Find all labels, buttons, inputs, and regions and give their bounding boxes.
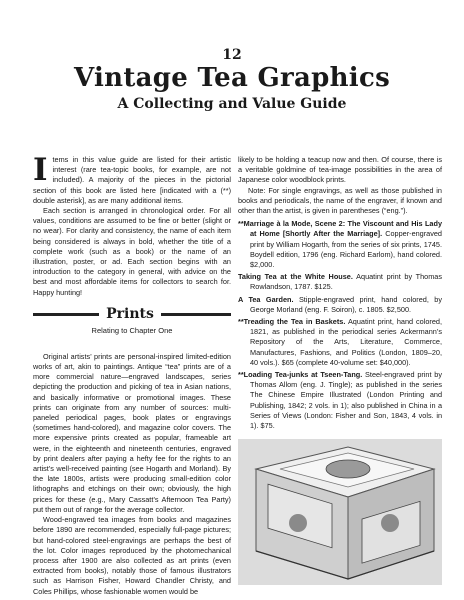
japanese-prints-paragraph: likely to be holding a teacup now and then. Of course, there is a veritable goldmine of tea-image possibilities in the area of Japanese color woodblock prints. [238,155,442,185]
entry-text: Steel-engraved print by Thomas Allom (eng. J. Tingle); as published in the series The Chinese Empire Illustrated (London Printing and Publishing, 1842; 2 vols. in 1); also published in China in a Series of Views (London: Fisher and Son, 1843, 4 vols. in 1). $75. [250,370,442,431]
list-item [238,219,442,270]
entry-title: A Tea Garden. [238,294,294,304]
entry-title: **Treading the Tea in Baskets. [238,317,346,327]
list-item [238,272,442,292]
entry-title: **Loading Tea-junks at Tseen-Tang. [238,370,363,380]
entry-text: Copper-engraved print by William Hogarth, from the series of six prints, 1745. Boydell edition, 1796 (eng. Richard Earlom), hand colored. $2,000. [250,229,442,270]
prints-paragraph: Original artists’ prints are personal-inspired limited-edition works of art, akin to paintings. Antique “tea” prints are of a more commercial nature—engraved landscapes, series depicting the production and picking of tea in Asian nations, and basically informative or promotional images. These prints can originate from any number of sources: multi-paneled periodical pages, book plates or engravings (sometimes hand-colored), and magazine color covers. The more expensive prints created as popular, frameable art were, in the eighteenth and nineteenth centuries, engraved by print dealers after paying a hefty fee for the rights to an artist’s well-received painting (see Hogarth and Morland). By the late 1800s, artists were producing small-edition color lithographs and etchings on their own; obviously, the high prices for these (e.g., Mary Cassatt’s Afternoon Tea Party) put them out of range for the average collector. [33,351,231,514]
left-column [33,152,231,597]
intro-paragraph [33,152,231,206]
right-column [238,155,442,585]
arrangement-paragraph: Each section is arranged in chronological order. For all values, conditions are assumed to be fine or better (slight or no wear). For clarity and consistency, the name of each item being considered is always in bold, whether the title of a complete work (such as a book) or the name of an illustration, poster, or ad. Each section begins with an introduction to the category in general, with advice on the best and most affordable items for collectors to search for. Happy hunting! [33,206,231,297]
list-item [238,317,442,368]
wood-engraved-paragraph: Wood-engraved tea images from books and magazines before 1890 are recommended, especially full-page pictures; but hand-colored steel-engravings are perhaps the best of the lot. Color images reproduced by the photomechanical process after 1900 are also collected as art prints (even extracted from books), notably those of famous illustrators such as Harrison Fisher, Howard Chandler Christy, and Coles Phillips, whose fashionable women would be [33,515,231,596]
tea-tin-illustration [238,439,442,585]
list-item [238,295,442,315]
entry-title: **Marriage à la Mode, Scene 2: The Viscount and His Lady at Home [Shortly After the Marriage]. [238,219,442,239]
entry-text: Aquatint print by Thomas Rowlandson, 1787. $125. [250,272,442,292]
drop-cap: I [33,152,48,188]
list-item [238,370,442,431]
intro-text: tems in this value guide are listed for their artistic interest (rare tea-topic books, for example, are not included). A majority of the pieces in the pictorial section of this book are listed here [indicated with a (**) double asterisk], as are many additional items. [33,155,231,205]
note-paragraph: Note: For single engravings, as well as those published in books and periodicals, the name of the engraver, if known and other than the artist, is given in parentheses (“eng.”). [238,185,442,216]
chapter-number: 12 [222,47,242,63]
section-banner [33,304,231,346]
tea-tin-image [238,439,442,585]
entry-list [238,219,442,431]
section-subtitle: Relating to Chapter One [91,325,173,335]
page-title: Vintage Tea Graphics [73,63,391,93]
page-subtitle: A Collecting and Value Guide [117,96,347,112]
section-title: Prints [99,304,161,324]
entry-title: Taking Tea at the White House. [238,272,353,282]
entry-text: Aquatint print, hand colored, 1821, as published in the periodical series Ackermann’s Repository of the Arts, Literature, Commerce, Manufactures, Fashions, and Politics (London, 1809–20, 40 vols.). $65 (complete 40-volume set: $40,000). [250,317,442,367]
entry-text: Stipple-engraved print, hand colored, by George Morland (eng. F. Soiron), c. 1805. $2,500. [250,294,442,314]
